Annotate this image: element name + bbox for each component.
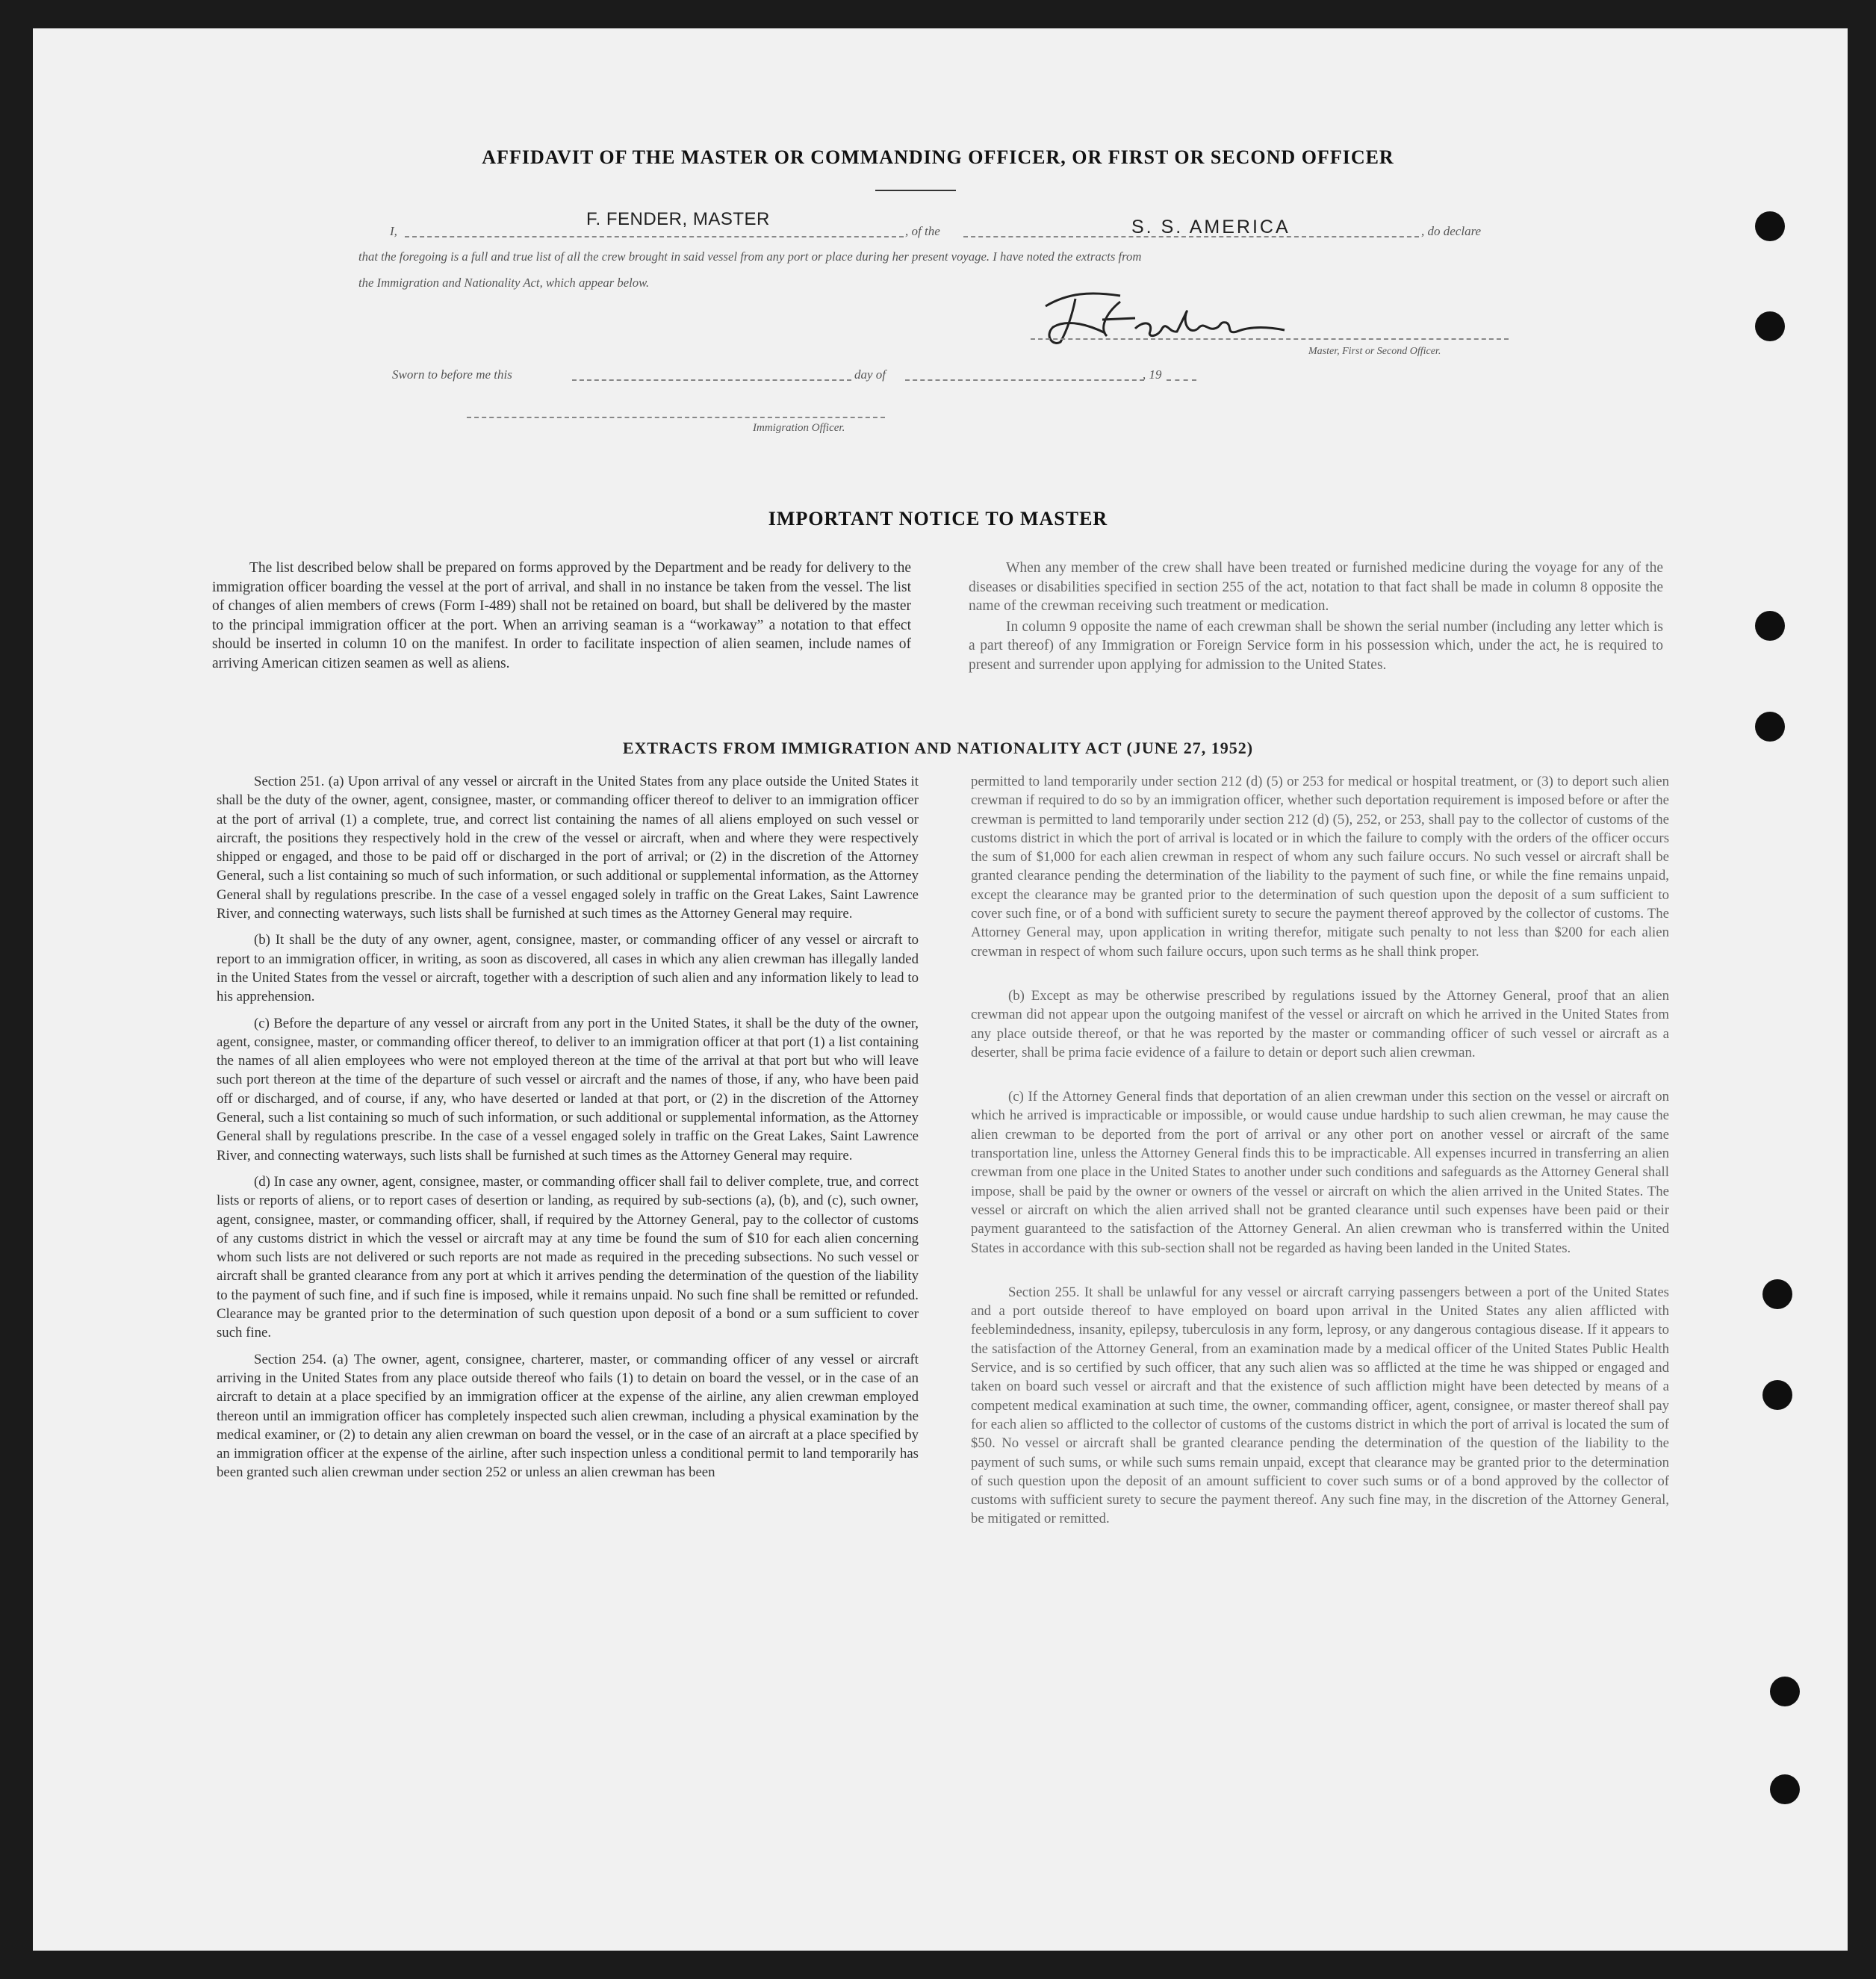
handwritten-signature — [1031, 284, 1299, 351]
statute-paragraph: (d) In case any owner, agent, consignee, master, or commanding officer shall fail to deliver complete, true, and correct lists or reports of aliens, or to report cases of desertion or landing, as required by sub-sections (a), (b), and (c), such owner, agent, consignee, master, or commanding officer, shall, if required by the Attorney General, pay to the collector of customs of any customs district in which the vessel or aircraft may at any time be found the sum of $10 for each alien concerning whom such lists are not delivered or such reports are not made as required in the preceding subsections. No such vessel or aircraft shall be granted clearance from any port at which it arrives pending the determination of the question of the liability to the payment of such fine, and if such fine is imposed, while it remains unpaid. No such fine shall be remitted or refunded. Clearance may be granted prior to the determination of such question upon deposit of a bond or a sum sufficient to cover such fine. — [217, 1173, 919, 1341]
vessel-name: S. S. AMERICA — [1131, 217, 1290, 237]
sworn-date-line — [572, 379, 851, 381]
binder-hole — [1762, 1279, 1792, 1309]
extracts-right-column — [971, 772, 1669, 1536]
sworn-label: Sworn to before me this — [392, 367, 512, 382]
year-prefix: , 19 — [1143, 367, 1162, 382]
signer-caption: Master, First or Second Officer. — [1308, 346, 1441, 357]
affidavit-title: AFFIDAVIT OF THE MASTER OR COMMANDING OFFICER, OR FIRST OR SECOND OFFICER — [482, 146, 1394, 168]
notice-paragraph: In column 9 opposite the name of each crewman shall be shown the serial number (including any letter which is a part thereof) of any Immigration or Foreign Service form in his possession which, under the act, he is required to present and surrender upon applying for admission to the United States. — [969, 618, 1663, 673]
title-divider — [875, 190, 956, 191]
day-of-label: day of — [854, 367, 886, 382]
sworn-month-line — [905, 379, 1144, 381]
statute-paragraph: (c) Before the departure of any vessel or aircraft from any port in the United States, it shall be the duty of the owner, agent, consignee, master, or commanding officer thereof, to deliver to an immigration officer at that port (1) a list containing the names of all alien employees who were not employed thereon at the time of the arrival at that port but who will leave such port thereon at the time of the departure of such vessel or aircraft and the names of those, if any, who have been paid off or discharged, and of course, if any, who have deserted or landed at that port, or (2) in the discretion of the Attorney General, such a list containing so much of such information, or such additional or supplemental information, as the Attorney General shall by regulations prescribe. In the case of a vessel engaged solely in traffic on the Great Lakes, Saint Lawrence River, and connecting waterways, such lists shall be furnished at such times as the Attorney General may require. — [217, 1015, 919, 1164]
officer-caption: Immigration Officer. — [753, 422, 845, 434]
statute-paragraph: Section 251. (a) Upon arrival of any vessel or aircraft in the United States from any place outside the United States it shall be the duty of the owner, agent, consignee, master, or commanding officer thereof to deliver to an immigration officer at the port of arrival (1) a complete, true, and correct list containing the names of all aliens employed on such vessel or aircraft, the positions they respectively hold in the crew of the vessel or aircraft, when and where they were respectively shipped or engaged, and those to be paid off or discharged in the port of arrival; or (2) in the discretion of the Attorney General, such a list containing so much of such information, or such additional or supplemental information, as the Attorney General shall by regulations prescribe. In the case of a vessel engaged solely in traffic on the Great Lakes, Saint Lawrence River, and connecting waterways, such lists shall be furnished at such times as the Attorney General may require. — [217, 774, 919, 922]
binder-hole — [1770, 1677, 1800, 1706]
statute-paragraph: (c) If the Attorney General finds that deportation of an alien crewman under this section on the vessel or aircraft on which he arrived is impracticable or impossible, or would cause undue hardship to such alien crewman, he may cause the alien crewman to be deported from the port of arrival or any other port on another vessel or aircraft of the same transportation line, unless the Attorney General finds this to be impracticable. All expenses incurred in transferring an alien crewman from one place in the United States to another under such conditions and safeguards as the Attorney General shall impose, shall be paid by the owner or owners of the vessel or aircraft on which the alien arrived in the United States. The vessel or aircraft on which the alien arrived shall not be granted clearance until such expenses have been paid or their payment guaranteed to the satisfaction of the Attorney General. An alien crewman who is transferred within the United States in accordance with this sub-section shall not be regarded as having been landed in the United States. — [971, 1089, 1669, 1256]
notice-paragraph: The list described below shall be prepared on forms approved by the Department and be ready for delivery to the immigration officer boarding the vessel at the port of arrival, and shall in no instance be taken from the vessel. The list of changes of alien members of crews (Form I-489) shall not be retained on board, but shall be delivered by the master to the principal immigration officer at the port. When an arriving seaman is a “workaway” a notation to that effect should be inserted in column 10 on the manifest. In order to facilitate inspection of alien seamen, include names of arriving American citizen seamen as well as aliens. — [212, 560, 911, 671]
binder-hole — [1755, 712, 1785, 742]
binder-hole — [1770, 1774, 1800, 1804]
name-line — [405, 236, 904, 237]
statute-paragraph: Section 255. It shall be unlawful for any vessel or aircraft carrying passengers between a port of the United States and a port outside thereof to have employed on board upon arrival in the United States any alien afflicted with feeblemindedness, insanity, epilepsy, tuberculosis in any form, leprosy, or any dangerous contagious disease. If it appears to the satisfaction of the Attorney General, from an examination made by a medical officer of the United States Public Health Service, and is so certified by such officer, that any such alien was so afflicted at the time he was shipped or engaged and taken on board such vessel or aircraft and that the existence of such affliction might have been detected by means of a competent medical examination at such time, the owner, commanding officer, agent, consignee, or master thereof shall pay for each alien so afflicted to the collector of customs of the customs district in which the port of arrival is located the sum of $50. No vessel or aircraft shall be granted clearance pending the determination of the question of the liability to the payment of such sums, or while such sums remain unpaid, except that clearance may be granted prior to the determination of such question upon the deposit of an amount sufficient to cover such sums or of a bond approved by the collector of customs with sufficient surety to secure the payment thereof. Any such fine may, in the discretion of the Attorney General, be mitigated or remitted. — [971, 1284, 1669, 1527]
year-line — [1167, 379, 1196, 381]
statute-paragraph: (b) It shall be the duty of any owner, agent, consignee, master, or commanding officer of any vessel or aircraft to report to an immigration officer, in writing, as soon as discovered, all cases in which any alien crewman has illegally landed in the United States from the vessel or aircraft, together with a description of such alien and any information likely to lead to his apprehension. — [217, 932, 919, 1005]
notice-paragraph: When any member of the crew shall have been treated or furnished medicine during the voyage for any of the diseases or disabilities specified in section 255 of the act, notation to that fact shall be made in column 8 opposite the name of the crewman receiving such treatment or medication. — [969, 560, 1663, 614]
of-the-label: , of the — [905, 224, 940, 238]
binder-hole — [1755, 211, 1785, 241]
statute-paragraph: permitted to land temporarily under section 212 (d) (5) or 253 for medical or hospital treatment, or (3) to deport such alien crewman if required to do so by an immigration officer, whether such deportation requirement is imposed before or after the crewman is permitted to land temporarily under section 212 (d) (5), 252, or 253, shall pay to the collector of customs of the customs district in which the port of arrival is located or in which the failure to comply with the orders of the officer occurs the sum of $1,000 for each alien crewman in respect of whom any such failure occurs. No such vessel or aircraft shall be granted clearance pending the determination of the liability to the payment of such fine, or while the fine remains unpaid, except the clearance may be granted prior to the determination of such question upon the deposit of a sum sufficient to cover such fine, or of a bond with sufficient surety to secure the payment thereof approved by the collector of customs. The Attorney General may, upon application in writing therefor, mitigate such penalty to not less than $200 for each alien crewman in respect of whom such failure occurs, upon such terms as he shall think proper. — [971, 774, 1669, 960]
do-declare-label: , do declare — [1421, 224, 1482, 238]
signature-line — [1031, 338, 1509, 340]
binder-hole — [1755, 611, 1785, 641]
declaration-text: that the foregoing is a full and true list of all the crew brought in said vessel from any port or place during her present voyage. I have noted the extracts from — [358, 249, 1142, 264]
immigration-officer-line — [467, 417, 885, 418]
master-name: F. FENDER, MASTER — [586, 209, 770, 229]
notice-right-column — [969, 559, 1663, 682]
declaration-text-2: the Immigration and Nationality Act, which appear below. — [358, 276, 650, 290]
notice-left-column — [212, 559, 911, 680]
statute-paragraph: (b) Except as may be otherwise prescribed by regulations issued by the Attorney General, proof that an alien crewman did not appear upon the outgoing manifest of the vessel or aircraft on which he arrived in the United States from any place outside thereof, or that he was reported by the master or commanding officer of such vessel or aircraft as a deserter, shall be prima facie evidence of a failure to detain or deport such alien crewman. — [971, 987, 1669, 1060]
binder-hole — [1762, 1380, 1792, 1410]
extracts-left-column — [217, 772, 919, 1490]
i-label: I, — [390, 224, 397, 238]
statute-paragraph: Section 254. (a) The owner, agent, consignee, charterer, master, or commanding officer of any vessel or aircraft arriving in the United States from any place outside thereof who fails (1) to detain on board the vessel, or in the case of an aircraft to detain at a place specified by an immigration officer at the expense of the airline, any alien crewman employed thereon until an immigration officer has completely inspected such alien crewman, including a physical examination by the medical examiner, or (2) to detain any alien crewman on board the vessel, or in the case of an aircraft at a place specified by an immigration officer at the expense of the airline, after such inspection unless a conditional permit to land temporarily has been granted such alien crewman under section 252 or unless an alien crewman has been — [217, 1351, 919, 1481]
binder-hole — [1755, 311, 1785, 341]
notice-title: IMPORTANT NOTICE TO MASTER — [768, 508, 1108, 529]
extracts-title: EXTRACTS FROM IMMIGRATION AND NATIONALITY ACT (JUNE 27, 1952) — [622, 739, 1254, 757]
